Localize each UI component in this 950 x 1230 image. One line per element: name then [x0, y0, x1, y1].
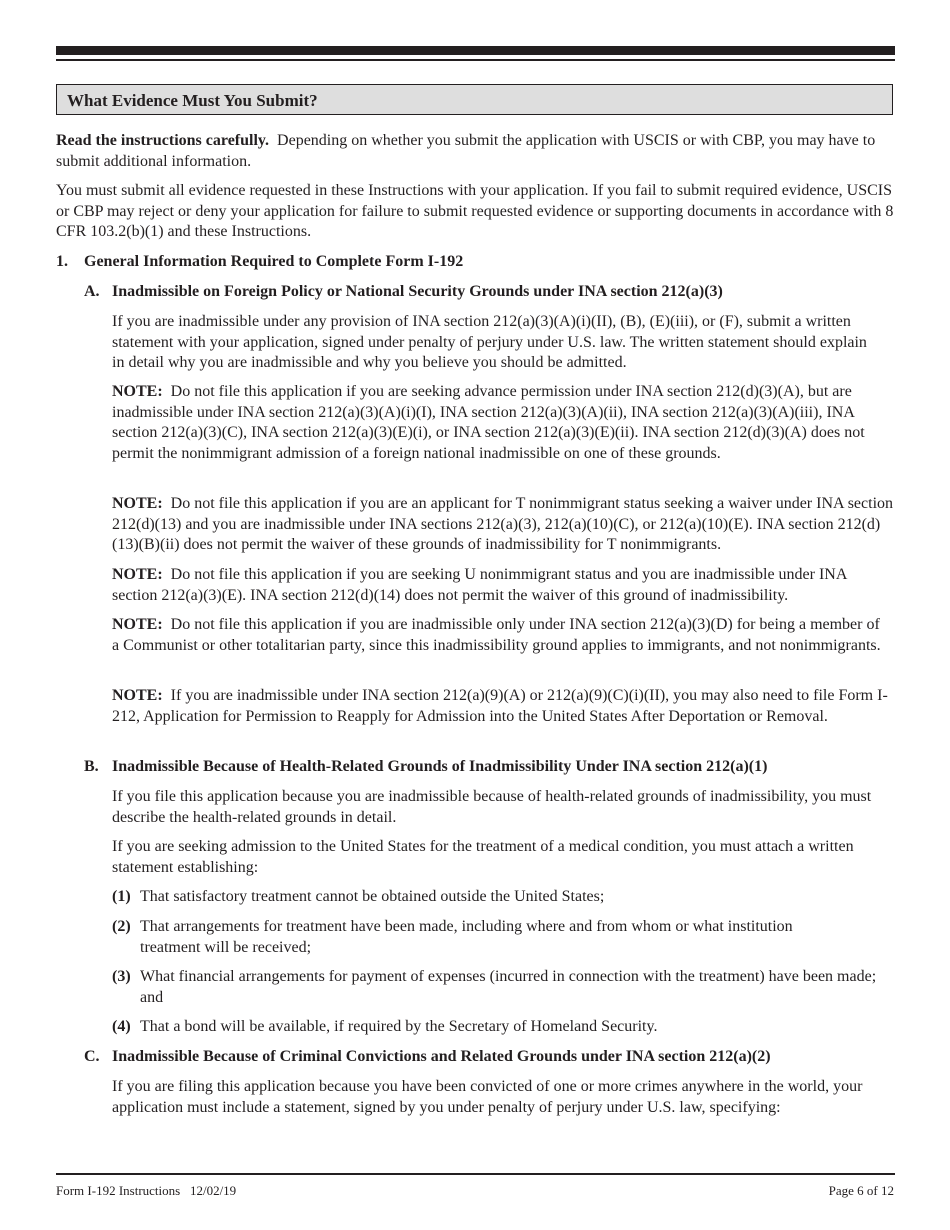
item-1-number: 1.: [56, 253, 68, 270]
sub-b-list-number: (2): [112, 918, 131, 935]
note-1-text: Do not file this application if you are seeking advance permission under INA section 212(d)(3)(A), but are inadmissible under INA section 212(a)(3)(A)(i)(I), INA section 212(a)(3)(A)(ii), INA section 212(a)(3)(A)(iii), INA section 212(a)(3)(C), INA section 212(a)(3)(E)(i), or INA section 212(a)(3)(E)(ii). INA section 212(d)(3)(A) does not permit the nonimmigrant admission of a foreign national inadmissible on one of these grounds.: [112, 383, 865, 462]
sub-a-paragraph: If you are inadmissible under any provision of INA section 212(a)(3)(A)(i)(II), (B), (E)(iii), or (F), submit a written statement with your application, signed under penalty of perjury under U.S. law. The written statement should explain in detail why you are inadmissible and why you believe you should be admitted.: [112, 313, 867, 372]
section-header-box: [56, 84, 893, 115]
note-label: NOTE:: [112, 383, 163, 400]
sub-a-note-2: [112, 494, 897, 556]
footer-rule: [56, 1173, 895, 1175]
sub-b-list-item: What financial arrangements for payment of expenses (incurred in connection with the treatment) have been made; and: [140, 968, 877, 1006]
note-2-text: Do not file this application if you are an applicant for T nonimmigrant status seeking a waiver under INA section 212(d)(13) and you are inadmissible under INA sections 212(a)(3), 212(a)(10)(C), or 212(a)(10)(E). INA section 212(d)(13)(B)(ii) does not permit the waiver of these grounds of inadmissibility for T nonimmigrants.: [112, 495, 894, 554]
section-title: What Evidence Must You Submit?: [67, 91, 318, 110]
intro-paragraph-1-text: Depending on whether you submit the application with USCIS or with CBP, you may have to submit additional information.: [56, 132, 876, 170]
header-thin-rule: [56, 59, 895, 61]
sub-b-paragraph-1: If you file this application because you are inadmissible because of health-related grounds of inadmissibility, you must describe the health-related grounds in detail.: [112, 788, 872, 826]
sub-b-list-item: That arrangements for treatment have been made, including where and from whom or what institution treatment will be received;: [140, 918, 793, 956]
header-thick-rule: [56, 46, 895, 55]
sub-c-heading: Inadmissible Because of Criminal Convictions and Related Grounds under INA section 212(a)(2): [112, 1048, 771, 1065]
sub-a-letter: A.: [84, 283, 100, 300]
note-label: NOTE:: [112, 495, 163, 512]
sub-b-paragraph-2: If you are seeking admission to the United States for the treatment of a medical condition, you must attach a written statement establishing:: [112, 838, 854, 876]
footer-page-number: Page 6 of 12: [828, 1183, 894, 1198]
sub-b-list-item: That satisfactory treatment cannot be obtained outside the United States;: [140, 888, 605, 905]
note-label: NOTE:: [112, 616, 163, 633]
footer-form-label: Form I-192 Instructions 12/02/19: [56, 1183, 237, 1198]
sub-a-heading: Inadmissible on Foreign Policy or National Security Grounds under INA section 212(a)(3): [112, 283, 723, 300]
note-4-text: Do not file this application if you are inadmissible only under INA section 212(a)(3)(D) for being a member of a Communist or other totalitarian party, since this inadmissibility ground applies to immigrants, and not nonimmigrants.: [112, 616, 881, 654]
sub-b-list-number: (1): [112, 888, 131, 905]
sub-b-letter: B.: [84, 758, 99, 775]
sub-a-note-5: [112, 686, 892, 727]
sub-b-list-number: (4): [112, 1018, 131, 1035]
intro-paragraph-1: [56, 131, 895, 172]
note-5-text: If you are inadmissible under INA section 212(a)(9)(A) or 212(a)(9)(C)(i)(II), you may also need to file Form I-212, Application for Permission to Reapply for Admission into the United States After Deportation or Removal.: [112, 687, 888, 725]
sub-a-note-4: [112, 615, 882, 656]
sub-a-note-3: [112, 565, 882, 606]
sub-b-list-item: That a bond will be available, if required by the Secretary of Homeland Security.: [140, 1018, 658, 1035]
sub-b-list-number: (3): [112, 968, 131, 985]
note-3-text: Do not file this application if you are seeking U nonimmigrant status and you are inadmissible under INA section 212(a)(3)(E). INA section 212(d)(14) does not permit the waiver of this ground of inadmissibility.: [112, 566, 847, 604]
sub-b-heading: Inadmissible Because of Health-Related Grounds of Inadmissibility Under INA section 212(a)(1): [112, 758, 768, 775]
sub-c-paragraph: If you are filing this application because you have been convicted of one or more crimes anywhere in the world, your application must include a statement, signed by you under penalty of perjury under U.S. law, specifying:: [112, 1078, 863, 1116]
sub-a-note-1: [112, 382, 890, 464]
intro-bold-lead: Read the instructions carefully.: [56, 132, 270, 149]
note-label: NOTE:: [112, 566, 163, 583]
intro-paragraph-2: You must submit all evidence requested in these Instructions with your application. If you fail to submit required evidence, USCIS or CBP may reject or deny your application for failure to submit requested evidence or supporting documents in accordance with 8 CFR 103.2(b)(1) and these Instructions.: [56, 182, 894, 241]
sub-c-letter: C.: [84, 1048, 100, 1065]
note-label: NOTE:: [112, 687, 163, 704]
item-1-heading: General Information Required to Complete Form I-192: [84, 253, 464, 270]
